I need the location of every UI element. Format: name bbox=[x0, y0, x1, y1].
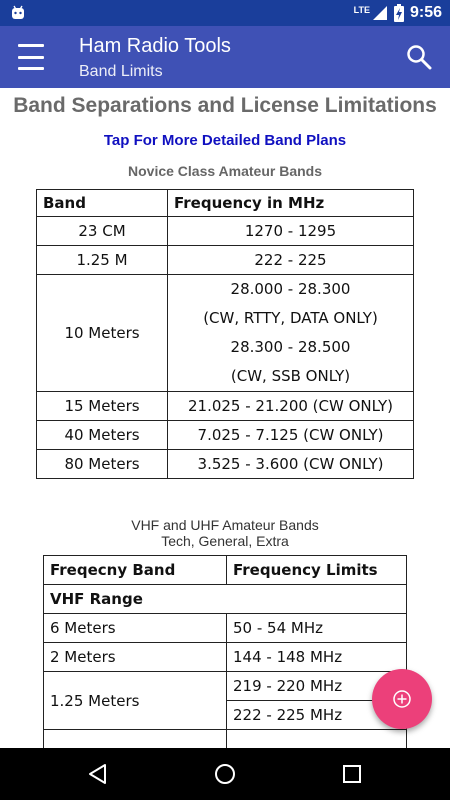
band-cell: 80 Meters bbox=[37, 450, 168, 479]
band-cell: 15 Meters bbox=[37, 392, 168, 421]
frequency-cell: 1270 - 1295 bbox=[168, 217, 414, 246]
vhf-caption-classes: Tech, General, Extra bbox=[161, 533, 289, 549]
table-row bbox=[37, 246, 414, 275]
add-circle-icon bbox=[392, 689, 412, 709]
table-row bbox=[37, 217, 414, 246]
header-band: Freqecny Band bbox=[44, 556, 227, 585]
system-nav-bar bbox=[0, 748, 450, 800]
frequency-cell: 222 - 225 MHz bbox=[227, 701, 407, 730]
home-icon[interactable] bbox=[213, 762, 237, 786]
frequency-cell: 222 - 225 bbox=[168, 246, 414, 275]
band-cell: 10 Meters bbox=[37, 275, 168, 392]
frequency-line: (CW, RTTY, DATA ONLY) bbox=[203, 309, 378, 327]
vhf-uhf-bands-table bbox=[43, 555, 407, 748]
back-icon[interactable] bbox=[86, 762, 110, 786]
search-icon[interactable] bbox=[406, 44, 432, 70]
frequency-cell: 50 - 54 MHz bbox=[227, 614, 407, 643]
app-title: Ham Radio Tools bbox=[79, 35, 231, 57]
clock: 9:56 bbox=[409, 4, 442, 21]
table-row bbox=[44, 614, 407, 643]
lte-label: LTE bbox=[353, 5, 370, 15]
frequency-cell: 144 - 148 MHz bbox=[227, 643, 407, 672]
frequency-cell: 219 - 220 MHz bbox=[227, 672, 407, 701]
header-band: Band bbox=[37, 190, 168, 217]
frequency-cell: 3.525 - 3.600 (CW ONLY) bbox=[168, 450, 414, 479]
vhf-range-label: VHF Range bbox=[44, 585, 407, 614]
table-row bbox=[37, 275, 414, 392]
section-row bbox=[44, 585, 407, 614]
add-fab-button[interactable] bbox=[372, 669, 432, 729]
table-header-row bbox=[37, 190, 414, 217]
novice-bands-table bbox=[36, 189, 414, 479]
notification-android-icon bbox=[10, 5, 26, 21]
table-row bbox=[37, 392, 414, 421]
band-cell bbox=[44, 730, 227, 749]
recents-icon[interactable] bbox=[340, 762, 364, 786]
band-cell: 2 Meters bbox=[44, 643, 227, 672]
table-row bbox=[44, 643, 407, 672]
frequency-line: (CW, SSB ONLY) bbox=[230, 367, 351, 385]
signal-icon bbox=[372, 5, 388, 21]
band-cell: 40 Meters bbox=[37, 421, 168, 450]
vhf-caption: VHF and UHF Amateur Bands bbox=[131, 517, 319, 533]
frequency-cell: 7.025 - 7.125 (CW ONLY) bbox=[168, 421, 414, 450]
app-subtitle: Band Limits bbox=[79, 63, 163, 80]
band-cell: 23 CM bbox=[37, 217, 168, 246]
band-cell: 6 Meters bbox=[44, 614, 227, 643]
menu-icon[interactable] bbox=[18, 44, 44, 70]
content-area[interactable] bbox=[0, 88, 450, 748]
header-frequency: Frequency Limits bbox=[227, 556, 407, 585]
table-row bbox=[44, 672, 407, 701]
table-row bbox=[44, 730, 407, 749]
app-bar bbox=[0, 26, 450, 88]
frequency-cell bbox=[227, 730, 407, 749]
frequency-cell: 21.025 - 21.200 (CW ONLY) bbox=[168, 392, 414, 421]
table-row bbox=[37, 421, 414, 450]
band-cell: 1.25 M bbox=[37, 246, 168, 275]
novice-caption: Novice Class Amateur Bands bbox=[128, 163, 322, 179]
frequency-line: 28.000 - 28.300 bbox=[230, 280, 351, 298]
table-header-row bbox=[44, 556, 407, 585]
frequency-cell bbox=[168, 275, 414, 392]
frequency-line: 28.300 - 28.500 bbox=[230, 338, 351, 356]
table-row bbox=[37, 450, 414, 479]
status-bar bbox=[0, 0, 450, 26]
page-heading: Band Separations and License Limitations bbox=[13, 94, 437, 117]
detailed-band-plans-link[interactable]: Tap For More Detailed Band Plans bbox=[103, 132, 347, 149]
battery-icon bbox=[394, 4, 404, 22]
band-cell: 1.25 Meters bbox=[44, 672, 227, 730]
header-frequency: Frequency in MHz bbox=[168, 190, 414, 217]
